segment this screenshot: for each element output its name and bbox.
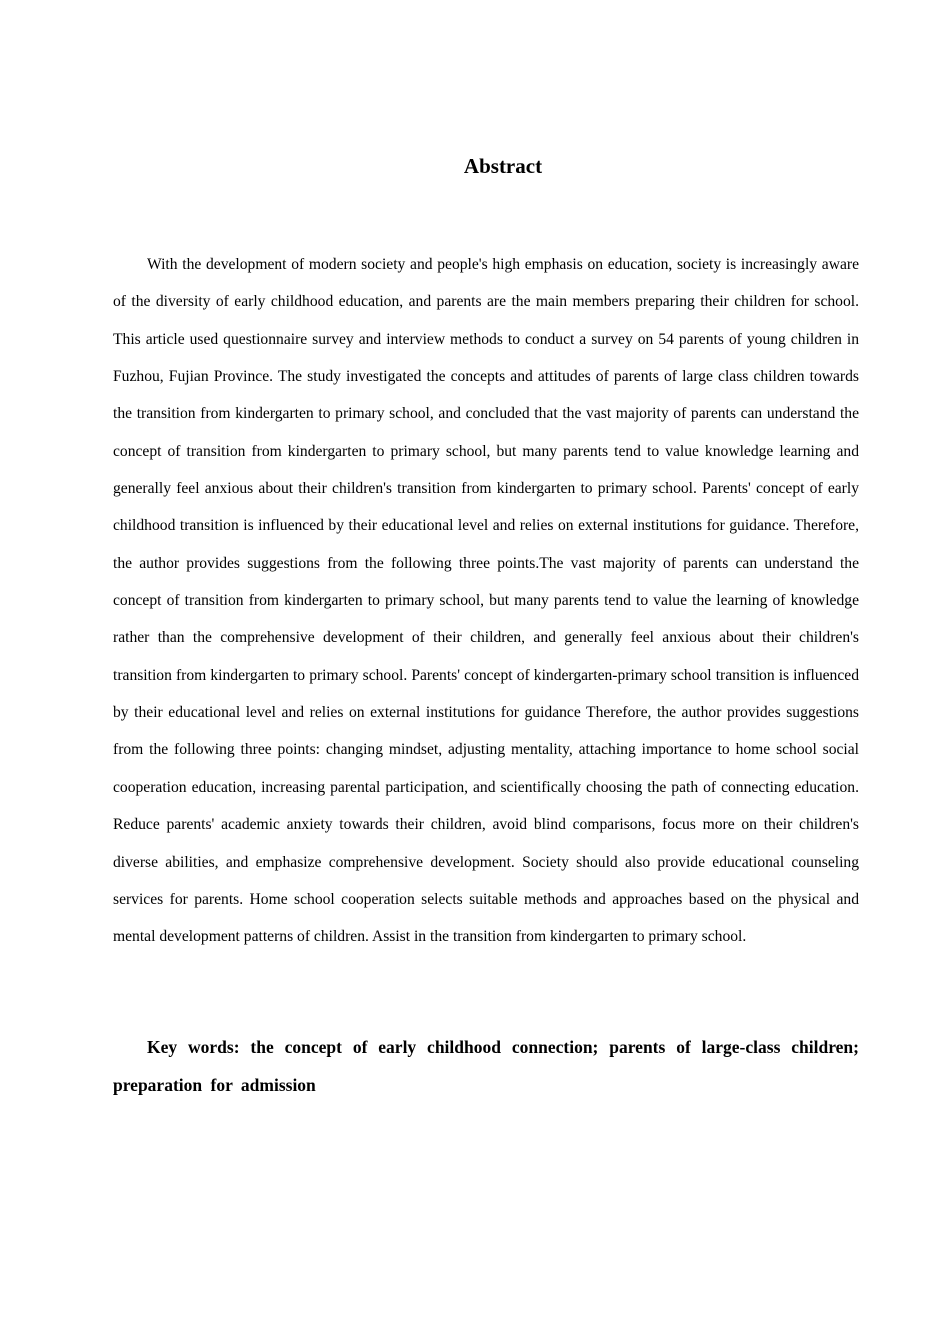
abstract-title: Abstract (463, 154, 543, 178)
keywords-paragraph: Key words: the concept of early childhood connection; parents of large-class children; preparation for admission (113, 1037, 859, 1095)
abstract-paragraph: With the development of modern society and people's high emphasis on education, society is increasingly aware of the diversity of early childhood education, and parents are the main members preparing their children for school. This article used questionnaire survey and interview methods to conduct a survey on 54 parents of young children in Fuzhou, Fujian Province. The study investigated the concepts and attitudes of parents of large class children towards the transition from kindergarten to primary school, and concluded that the vast majority of parents can understand the concept of transition from kindergarten to primary school, but many parents tend to value knowledge learning and generally feel anxious about their children's transition from kindergarten to primary school. Parents' concept of early childhood transition is influenced by their educational level and relies on external institutions for guidance. Therefore, the author provides suggestions from the following three points.The vast majority of parents can understand the concept of transition from kindergarten to primary school, but many parents tend to value the learning of knowledge rather than the comprehensive development of their children, and generally feel anxious about their children's transition from kindergarten to primary school. Parents' concept of kindergarten-primary school transition is influenced by their educational level and relies on external institutions for guidance Therefore, the author provides suggestions from the following three points: changing mindset, adjusting mentality, attaching importance to home school social cooperation education, increasing parental participation, and scientifically choosing the path of connecting education. Reduce parents' academic anxiety towards their children, avoid blind comparisons, focus more on their children's diverse abilities, and emphasize comprehensive development. Society should also provide educational counseling services for parents. Home school cooperation selects suitable methods and approaches based on the physical and mental development patterns of children. Assist in the transition from kindergarten to primary school. (113, 256, 859, 946)
